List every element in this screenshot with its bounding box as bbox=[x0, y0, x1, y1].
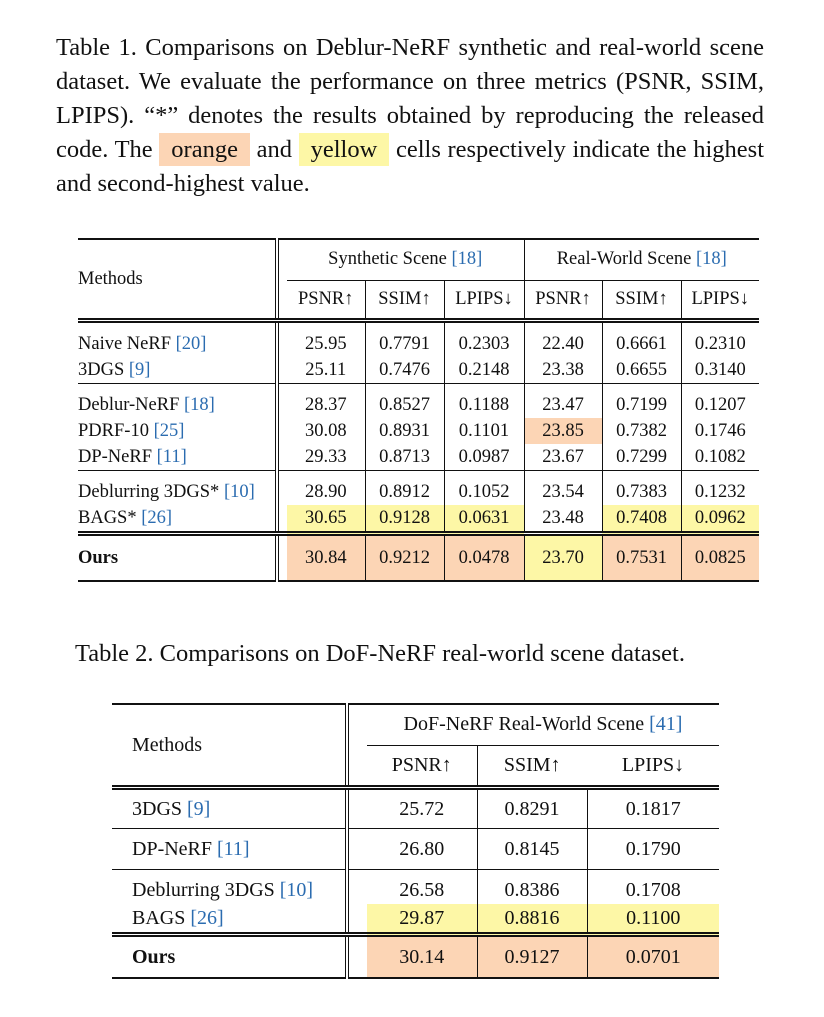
metric-value: 0.2148 bbox=[444, 357, 524, 384]
metric-value: 0.6661 bbox=[602, 321, 681, 358]
dof-nerf-header: DoF-NeRF Real-World Scene [41] bbox=[367, 704, 719, 745]
metric-value: 0.8912 bbox=[365, 471, 444, 506]
table-row bbox=[78, 384, 759, 419]
citation-ref: [10] bbox=[223, 481, 255, 502]
citation-ref: [26] bbox=[190, 906, 224, 929]
metric-value: 0.8291 bbox=[477, 788, 587, 829]
metric-value: 29.33 bbox=[304, 446, 347, 467]
table-row bbox=[78, 418, 759, 444]
metric-header: LPIPS↓ bbox=[681, 280, 759, 321]
table1-caption bbox=[56, 31, 764, 201]
metric-value: 26.58 bbox=[399, 878, 445, 901]
metric-header: PSNR↑ bbox=[391, 753, 452, 776]
metric-value: 26.80 bbox=[399, 837, 445, 860]
metric-header: LPIPS↓ bbox=[444, 280, 524, 321]
metric-value: 29.87 bbox=[367, 904, 477, 935]
citation-ref: [9] bbox=[128, 359, 151, 380]
synthetic-scene-header: Synthetic Scene [18] bbox=[287, 239, 524, 280]
table-row bbox=[78, 444, 759, 471]
column-separator bbox=[277, 384, 287, 419]
table1-header-row-1 bbox=[78, 239, 759, 280]
method-name: Deblur-NeRF [18] bbox=[78, 394, 215, 415]
column-separator bbox=[277, 357, 287, 384]
metric-value: 0.0825 bbox=[681, 534, 759, 582]
method-name: DP-NeRF [11] bbox=[78, 446, 187, 467]
citation-ref: [18] bbox=[184, 394, 215, 415]
method-name: BAGS [26] bbox=[132, 906, 224, 929]
column-separator bbox=[347, 904, 367, 935]
method-name: 3DGS [9] bbox=[78, 359, 151, 380]
table-row bbox=[78, 357, 759, 384]
metric-value: 0.1207 bbox=[681, 384, 759, 419]
table-row bbox=[112, 935, 719, 979]
method-name: 3DGS [9] bbox=[132, 797, 211, 820]
metric-header: SSIM↑ bbox=[602, 280, 681, 321]
metric-value: 23.54 bbox=[524, 471, 602, 506]
metric-value: 22.40 bbox=[524, 321, 602, 358]
metric-value: 0.7408 bbox=[602, 505, 681, 534]
real-world-scene-header: Real-World Scene [18] bbox=[524, 239, 759, 280]
metric-value: 0.8931 bbox=[365, 418, 444, 444]
caption-and: and bbox=[256, 136, 292, 163]
column-separator bbox=[347, 788, 367, 829]
method-name: Deblurring 3DGS* [10] bbox=[78, 481, 255, 502]
metric-value: 0.2303 bbox=[444, 321, 524, 358]
column-separator bbox=[277, 534, 287, 582]
caption-text-end: cells respectively indicate the highest and second-highest value. bbox=[56, 136, 764, 197]
metric-value: 0.7299 bbox=[602, 444, 681, 471]
citation-ref: [20] bbox=[175, 333, 207, 354]
metric-value: 25.11 bbox=[305, 359, 347, 380]
metric-value: 0.7383 bbox=[602, 471, 681, 506]
table-row bbox=[78, 505, 759, 534]
metric-value: 25.72 bbox=[399, 797, 445, 820]
metric-value: 0.1817 bbox=[625, 797, 681, 820]
yellow-highlight-label: yellow bbox=[299, 133, 390, 166]
metric-value: 0.1188 bbox=[444, 384, 524, 419]
citation-ref: [11] bbox=[156, 446, 187, 467]
metric-value: 0.1100 bbox=[587, 904, 719, 935]
metric-value: 0.6655 bbox=[602, 357, 681, 384]
metric-header: PSNR↑ bbox=[297, 288, 354, 309]
method-name: Deblurring 3DGS [10] bbox=[132, 878, 314, 901]
metric-header: PSNR↑ bbox=[524, 280, 602, 321]
column-separator bbox=[277, 444, 287, 471]
metric-value: 0.0962 bbox=[681, 505, 759, 534]
metric-value: 23.47 bbox=[524, 384, 602, 419]
metric-value: 30.14 bbox=[367, 935, 477, 979]
metric-value: 28.90 bbox=[304, 481, 347, 502]
metric-value: 0.8527 bbox=[365, 384, 444, 419]
orange-highlight-label: orange bbox=[159, 133, 250, 166]
column-separator bbox=[347, 870, 367, 905]
citation-ref: [26] bbox=[141, 507, 173, 528]
metric-value: 0.1082 bbox=[681, 444, 759, 471]
metric-value: 0.7199 bbox=[602, 384, 681, 419]
citation-ref: [11] bbox=[217, 837, 250, 860]
metric-value: 0.8145 bbox=[477, 829, 587, 870]
method-name: Ours bbox=[78, 547, 119, 568]
table-row bbox=[112, 870, 719, 905]
metric-value: 0.8713 bbox=[365, 444, 444, 471]
table2-header-row-1 bbox=[112, 704, 719, 745]
metric-value: 23.70 bbox=[524, 534, 602, 582]
caption-text: Table 1. Comparisons on Deblur-NeRF synthetic and real-world scene dataset. We evaluate the performance on three metrics (PSNR, SSIM, LPIPS). “*” denotes the results obtained by reproducing the released code. The bbox=[56, 34, 764, 163]
metric-value: 0.0478 bbox=[444, 534, 524, 582]
methods-header: Methods bbox=[132, 733, 202, 756]
citation-ref: [10] bbox=[279, 878, 314, 901]
metric-value: 0.1708 bbox=[625, 878, 681, 901]
metric-value: 0.9212 bbox=[365, 534, 444, 582]
table-row bbox=[112, 904, 719, 935]
column-separator bbox=[277, 471, 287, 506]
column-separator bbox=[347, 829, 367, 870]
table-row bbox=[112, 788, 719, 829]
metric-value: 30.65 bbox=[287, 505, 365, 534]
table2-caption: Table 2. Comparisons on DoF-NeRF real-world scene dataset. bbox=[75, 640, 685, 667]
metric-value: 0.9127 bbox=[477, 935, 587, 979]
metric-value: 0.0631 bbox=[444, 505, 524, 534]
metric-value: 0.7382 bbox=[602, 418, 681, 444]
table-row bbox=[78, 321, 759, 358]
metric-value: 30.08 bbox=[304, 420, 347, 441]
method-name: Naive NeRF [20] bbox=[78, 333, 207, 354]
metric-value: 23.48 bbox=[524, 505, 602, 534]
metric-value: 0.3140 bbox=[681, 357, 759, 384]
metric-value: 0.0701 bbox=[587, 935, 719, 979]
method-name: BAGS* [26] bbox=[78, 507, 173, 528]
table-row bbox=[78, 534, 759, 582]
table1 bbox=[78, 238, 759, 582]
metric-header: SSIM↑ bbox=[365, 280, 444, 321]
metric-value: 0.7791 bbox=[365, 321, 444, 358]
column-separator bbox=[277, 321, 287, 358]
metric-value: 0.1101 bbox=[444, 418, 524, 444]
metric-value: 0.8386 bbox=[477, 870, 587, 905]
metric-value: 28.37 bbox=[304, 394, 347, 415]
metric-value: 0.1746 bbox=[681, 418, 759, 444]
table2 bbox=[112, 703, 719, 979]
table-row bbox=[112, 829, 719, 870]
metric-value: 25.95 bbox=[304, 333, 347, 354]
metric-value: 23.67 bbox=[524, 444, 602, 471]
citation-ref: [9] bbox=[187, 797, 211, 820]
method-name: Ours bbox=[132, 945, 176, 968]
metric-value: 0.8816 bbox=[477, 904, 587, 935]
metric-value: 0.9128 bbox=[365, 505, 444, 534]
method-name: PDRF-10 [25] bbox=[78, 420, 185, 441]
metric-header: LPIPS↓ bbox=[621, 753, 685, 776]
method-name: DP-NeRF [11] bbox=[132, 837, 250, 860]
metric-value: 0.0987 bbox=[444, 444, 524, 471]
column-separator bbox=[277, 418, 287, 444]
metric-value: 0.1232 bbox=[681, 471, 759, 506]
column-separator bbox=[347, 935, 367, 979]
metric-value: 0.7476 bbox=[365, 357, 444, 384]
metric-value: 30.84 bbox=[287, 534, 365, 582]
methods-header: Methods bbox=[78, 268, 143, 289]
metric-value: 0.1790 bbox=[625, 837, 681, 860]
metric-header: SSIM↑ bbox=[477, 745, 587, 788]
citation-ref: [25] bbox=[153, 420, 185, 441]
metric-value: 23.38 bbox=[524, 357, 602, 384]
table-row bbox=[78, 471, 759, 506]
metric-value: 0.7531 bbox=[602, 534, 681, 582]
metric-value: 0.2310 bbox=[681, 321, 759, 358]
metric-value: 23.85 bbox=[524, 418, 602, 444]
column-separator bbox=[277, 505, 287, 534]
metric-value: 0.1052 bbox=[444, 471, 524, 506]
